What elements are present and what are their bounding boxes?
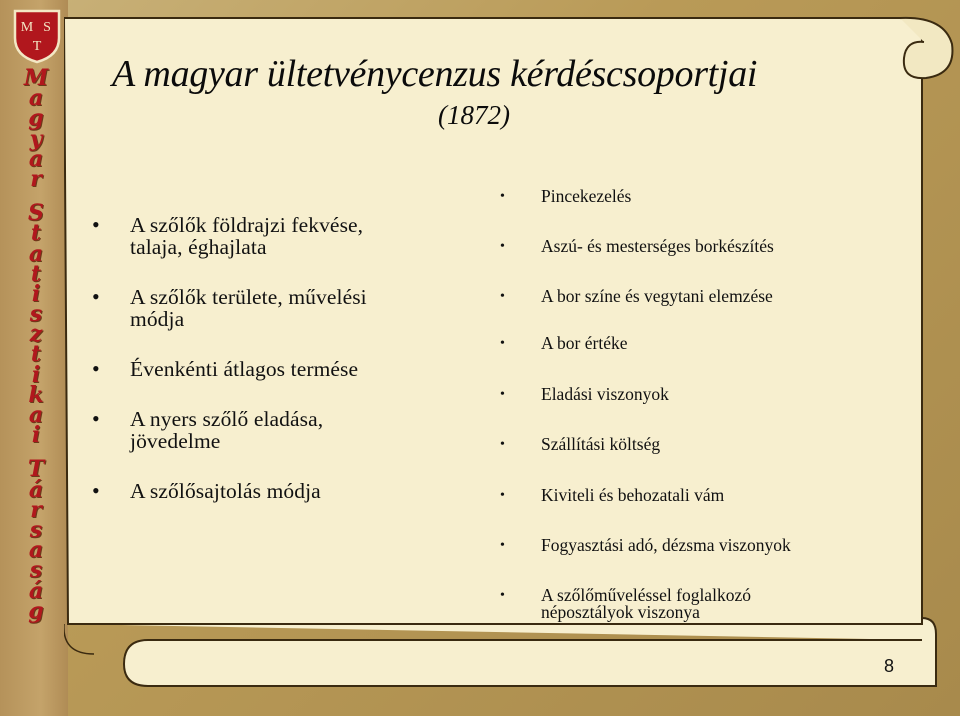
bullet-icon: • bbox=[500, 189, 505, 204]
sidebar-letter: á bbox=[28, 476, 44, 503]
sidebar-letter: i bbox=[31, 422, 41, 449]
list-item bbox=[500, 386, 880, 403]
list-item-line: A nyers szőlő eladása, bbox=[130, 407, 324, 431]
sidebar-letter: r bbox=[30, 496, 42, 523]
logo-letter-t: T bbox=[32, 39, 42, 54]
sidebar-letter: g bbox=[28, 105, 44, 132]
list-item-line: Fogyasztási adó, dézsma viszonyok bbox=[541, 535, 791, 555]
list-item bbox=[500, 335, 880, 352]
list-item-line: Évenkénti átlagos termése bbox=[130, 357, 359, 381]
sidebar-letter: T bbox=[27, 456, 45, 483]
list-item bbox=[92, 480, 452, 502]
sidebar-letter: S bbox=[28, 200, 44, 227]
slide-title: A magyar ültetvénycenzus kérdéscsoportjai bbox=[112, 53, 758, 95]
bullet-icon: • bbox=[92, 406, 100, 431]
society-shield-logo bbox=[12, 8, 62, 64]
list-item bbox=[500, 436, 880, 453]
right-bullet-list bbox=[500, 188, 880, 621]
sidebar-letter: s bbox=[29, 301, 43, 328]
sidebar-vertical-name bbox=[8, 65, 64, 624]
bullet-icon: • bbox=[500, 437, 505, 452]
list-item bbox=[500, 238, 880, 255]
bullet-icon: • bbox=[500, 538, 505, 553]
sidebar-letter: s bbox=[29, 557, 43, 584]
list-item bbox=[92, 358, 452, 380]
list-item-line: A szőlőműveléssel foglalkozó bbox=[541, 585, 751, 605]
list-item bbox=[92, 286, 452, 330]
sidebar-letter: t bbox=[30, 260, 42, 287]
list-item-line: módja bbox=[130, 307, 185, 331]
list-item-line: A szőlősajtolás módja bbox=[130, 479, 321, 503]
sidebar-letter: t bbox=[30, 220, 42, 247]
list-item bbox=[500, 188, 880, 205]
sidebar-letter: a bbox=[28, 145, 44, 172]
list-item-line: Kiviteli és behozatali vám bbox=[541, 485, 725, 505]
list-item-line: Szállítási költség bbox=[541, 434, 661, 454]
left-bullet-list bbox=[92, 214, 452, 502]
logo-letter-s: S bbox=[43, 20, 51, 35]
list-item-line: A szőlők földrajzi fekvése, bbox=[130, 213, 364, 237]
sidebar-letter: r bbox=[30, 165, 42, 192]
list-item bbox=[500, 288, 880, 305]
list-item bbox=[500, 587, 880, 621]
list-item bbox=[92, 214, 452, 258]
bullet-icon: • bbox=[500, 336, 505, 351]
sidebar-letter: s bbox=[29, 516, 43, 543]
bullet-icon: • bbox=[500, 289, 505, 304]
bullet-icon: • bbox=[92, 478, 100, 503]
list-item-line: Pincekezelés bbox=[541, 186, 632, 206]
sidebar-letter: k bbox=[28, 381, 44, 408]
sidebar-letter: a bbox=[28, 85, 44, 112]
sidebar-letter: y bbox=[29, 125, 43, 152]
list-item-line: A bor színe és vegytani elemzése bbox=[541, 286, 773, 306]
list-item-line: A szőlők területe, művelési bbox=[130, 285, 367, 309]
bullet-icon: • bbox=[92, 284, 100, 309]
bullet-icon: • bbox=[500, 488, 505, 503]
list-item bbox=[500, 487, 880, 504]
sidebar-letter: g bbox=[28, 597, 44, 624]
list-item-line: néposztályok viszonya bbox=[541, 602, 700, 622]
bullet-icon: • bbox=[500, 239, 505, 254]
slide-subtitle: (1872) bbox=[438, 100, 510, 130]
list-item-line: Eladási viszonyok bbox=[541, 384, 669, 404]
logo-letter-m: M bbox=[20, 20, 34, 35]
list-item bbox=[500, 537, 880, 554]
page-number: 8 bbox=[884, 656, 895, 676]
bullet-icon: • bbox=[500, 387, 505, 402]
list-item-line: jövedelme bbox=[130, 429, 221, 453]
list-item-line: A bor értéke bbox=[541, 333, 628, 353]
bullet-icon: • bbox=[92, 212, 100, 237]
sidebar-letter: i bbox=[31, 280, 41, 307]
sidebar-letter: a bbox=[28, 240, 44, 267]
list-item-line: Aszú- és mesterséges borkészítés bbox=[541, 236, 774, 256]
list-item-line: talaja, éghajlata bbox=[130, 235, 267, 259]
sidebar bbox=[0, 0, 68, 716]
sidebar-letter: a bbox=[28, 402, 44, 428]
sidebar-letter: M bbox=[23, 65, 49, 91]
sidebar-letter: i bbox=[31, 361, 41, 388]
bullet-icon: • bbox=[92, 356, 100, 381]
list-item bbox=[92, 408, 452, 452]
sidebar-letter: t bbox=[30, 341, 42, 368]
bullet-icon: • bbox=[500, 588, 505, 603]
sidebar-letter: á bbox=[28, 577, 44, 604]
sidebar-letter: a bbox=[28, 537, 44, 564]
sidebar-letter: z bbox=[29, 321, 43, 348]
